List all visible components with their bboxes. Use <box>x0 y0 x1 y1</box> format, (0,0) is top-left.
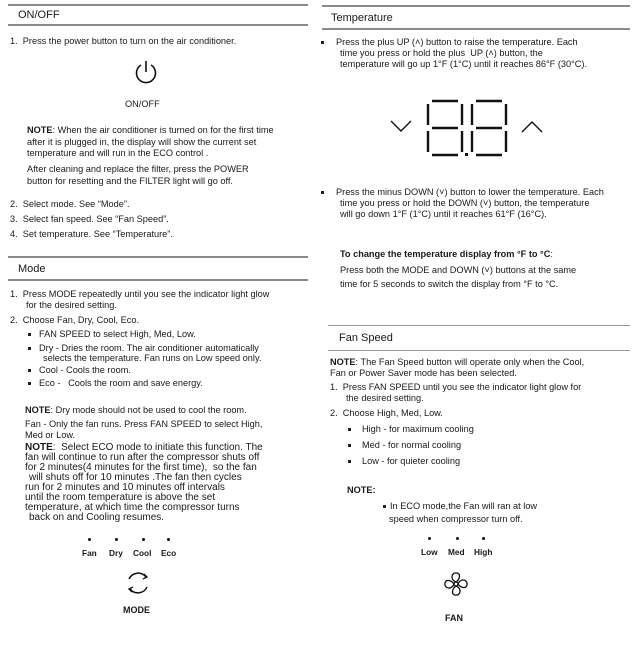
indicator-label-med: Med <box>448 547 465 557</box>
bullet-icon <box>321 191 324 194</box>
mode-button-label: MODE <box>123 605 150 615</box>
fan-bullet-low <box>348 456 460 467</box>
indicator-light-fan <box>88 538 91 541</box>
filter-note-line-2: button for resetting and the FILTER light will go off. <box>27 176 233 186</box>
temp-up-text: Press the plus UP (˄) button to raise the temperature. Each <box>336 37 578 47</box>
bullet-icon <box>348 460 351 463</box>
mode-step-1-line-2: for the desired setting. <box>26 300 117 310</box>
mode-eco-note-line-3: for 2 minutes(4 minutes for the first time), so the fan <box>25 462 257 473</box>
mode-fan-only-line-2: Med or Low. <box>25 430 76 440</box>
mode-note-dry-text: : Dry mode should not be used to cool the room. <box>50 405 247 415</box>
bullet-icon <box>348 444 351 447</box>
down-arrow-icon[interactable] <box>390 119 412 133</box>
onoff-note-line-1 <box>27 125 274 136</box>
mode-note-dry <box>25 405 247 416</box>
temperature-title: Temperature <box>331 12 393 24</box>
change-display-line-1: Press both the MODE and DOWN (˅) buttons at the same <box>340 265 577 275</box>
temp-up-line-1 <box>321 37 578 48</box>
indicator-label-low: Low <box>421 547 438 557</box>
indicator-light-dry <box>115 538 118 541</box>
mode-bullet-dry-text: Dry - Dries the room. The air conditioner automatically <box>39 343 259 353</box>
indicator-label-high: High <box>474 547 493 557</box>
power-label: ON/OFF <box>125 99 160 109</box>
fan-bullet-med-text: Med - for normal cooling <box>362 440 462 450</box>
mode-fan-only-line-1: Fan - Only the fan runs. Press FAN SPEED to select High, <box>25 419 263 429</box>
fan-bullet-low-text: Low - for quieter cooling <box>362 456 461 466</box>
fan-step-1-line-2: the desired setting. <box>346 393 424 403</box>
power-icon[interactable] <box>133 59 159 85</box>
indicator-light-high <box>482 537 485 540</box>
mode-cycle-icon[interactable] <box>124 569 152 597</box>
fan-speed-bottom-rule <box>328 350 630 351</box>
onoff-bottom-rule <box>8 24 308 26</box>
onoff-note-label: NOTE <box>27 125 53 135</box>
change-display-title-text: To change the temperature display from °F to °C <box>340 249 551 259</box>
up-arrow-icon[interactable] <box>521 120 543 134</box>
fan-eco-line-2: speed when compressor turn off. <box>389 514 523 524</box>
mode-eco-note-line-6: until the room temperature is above the set <box>25 492 216 503</box>
fan-note-line-2: Fan or Power Saver mode has been selected. <box>330 368 517 378</box>
onoff-top-rule <box>8 4 308 6</box>
temp-up-line-2: time you press or hold the plus UP (˄) button, the <box>340 48 543 58</box>
change-display-title <box>340 249 553 260</box>
mode-bullet-cool-text: Cool - Cools the room. <box>39 365 131 375</box>
temperature-bottom-rule <box>322 28 630 30</box>
fan-speed-title: Fan Speed <box>339 332 393 344</box>
fan-note-label: NOTE <box>330 357 356 367</box>
mode-eco-note-line-5: run for 2 minutes and 10 minutes off intervals <box>25 482 225 493</box>
change-display-line-2: time for 5 seconds to switch the display from °F to °C. <box>340 279 559 289</box>
indicator-label-fan: Fan <box>82 548 97 558</box>
fan-eco-line-1 <box>383 501 537 512</box>
fan-button-label: FAN <box>445 613 463 623</box>
onoff-step-3: 3. Select fan speed. See “Fan Speed”. <box>10 214 169 224</box>
temp-down-line-1 <box>321 187 604 198</box>
change-display-colon: : <box>550 249 553 259</box>
mode-eco-note-text: : Select ECO mode to initiate this function. The <box>52 442 263 453</box>
mode-note-dry-label: NOTE <box>25 405 51 415</box>
onoff-title: ON/OFF <box>18 9 60 21</box>
onoff-note-text: : When the air conditioner is turned on for the first time <box>52 125 274 135</box>
indicator-light-cool <box>142 538 145 541</box>
mode-bullet-fan <box>28 329 196 340</box>
onoff-note-line-2: after it is plugged in, the display will show the current set <box>27 137 257 147</box>
mode-eco-note-line-8: back on and Cooling resumes. <box>29 512 165 523</box>
onoff-note-line-3: temperature and will run in the ECO control . <box>27 148 209 158</box>
bullet-icon <box>28 369 31 372</box>
fan-eco-text: In ECO mode,the Fan will ran at low <box>390 501 538 511</box>
fan-bullet-med <box>348 440 461 451</box>
indicator-light-low <box>428 537 431 540</box>
bullet-icon <box>28 382 31 385</box>
mode-bullet-cool <box>28 365 131 376</box>
indicator-label-cool: Cool <box>133 548 152 558</box>
temp-up-line-3: temperature will go up 1°F (1°C) until it reaches 86°F (30°C). <box>340 59 588 69</box>
mode-bullet-dry-line-2: selects the temperature. Fan runs on Low speed only. <box>43 353 262 363</box>
temperature-top-rule <box>322 5 630 7</box>
mode-step-1-line-1: 1. Press MODE repeatedly until you see the indicator light glow <box>10 289 270 299</box>
fan-note-2-label: NOTE: <box>347 485 376 495</box>
mode-step-2: 2. Choose Fan, Dry, Cool, Eco. <box>10 315 140 325</box>
indicator-label-eco: Eco <box>161 548 177 558</box>
mode-title: Mode <box>18 263 46 275</box>
bullet-icon <box>321 41 324 44</box>
fan-speed-top-rule <box>328 325 630 326</box>
onoff-step-1: 1. Press the power button to turn on the air conditioner. <box>10 36 237 46</box>
seven-segment-display <box>425 98 511 158</box>
temp-down-line-2: time you press or hold the DOWN (˅) button, the temperature <box>340 198 590 208</box>
mode-eco-note-line-4: will shuts off for 10 minutes .The fan then cycles <box>29 472 242 483</box>
indicator-label-dry: Dry <box>109 548 123 558</box>
temp-down-line-3: will go down 1°F (1°C) until it reaches 61°F (16°C). <box>340 209 547 219</box>
fan-icon[interactable] <box>443 571 469 597</box>
bullet-icon <box>28 333 31 336</box>
mode-eco-note-label: NOTE <box>25 442 53 453</box>
fan-bullet-high-text: High - for maximum cooling <box>362 424 474 434</box>
bullet-icon <box>383 505 386 508</box>
filter-note-line-1: After cleaning and replace the filter, press the POWER <box>27 164 249 174</box>
mode-bottom-rule <box>8 279 308 281</box>
fan-bullet-high <box>348 424 474 435</box>
onoff-step-2: 2. Select mode. See “Mode”. <box>10 199 130 209</box>
mode-eco-note-line-2: fan will continue to run after the compressor shuts off <box>25 452 260 463</box>
mode-bullet-fan-text: FAN SPEED to select High, Med, Low. <box>39 329 196 339</box>
onoff-step-4: 4. Set temperature. See “Temperature”. <box>10 229 173 239</box>
bullet-icon <box>28 347 31 350</box>
mode-bullet-eco-text: Eco - Cools the room and save energy. <box>39 378 203 388</box>
indicator-light-eco <box>167 538 170 541</box>
mode-top-rule <box>8 256 308 258</box>
fan-note-line-1 <box>330 357 584 368</box>
fan-step-1-line-1: 1. Press FAN SPEED until you see the indicator light glow for <box>330 382 582 392</box>
mode-eco-note-line-7: temperature, at which time the compressor turns <box>25 502 240 513</box>
bullet-icon <box>348 428 351 431</box>
fan-note-text: : The Fan Speed button will operate only when the Cool, <box>355 357 585 367</box>
fan-step-2: 2. Choose High, Med, Low. <box>330 408 443 418</box>
mode-bullet-eco <box>28 378 203 389</box>
temp-down-text: Press the minus DOWN (˅) button to lower the temperature. Each <box>336 187 604 197</box>
indicator-light-med <box>456 537 459 540</box>
